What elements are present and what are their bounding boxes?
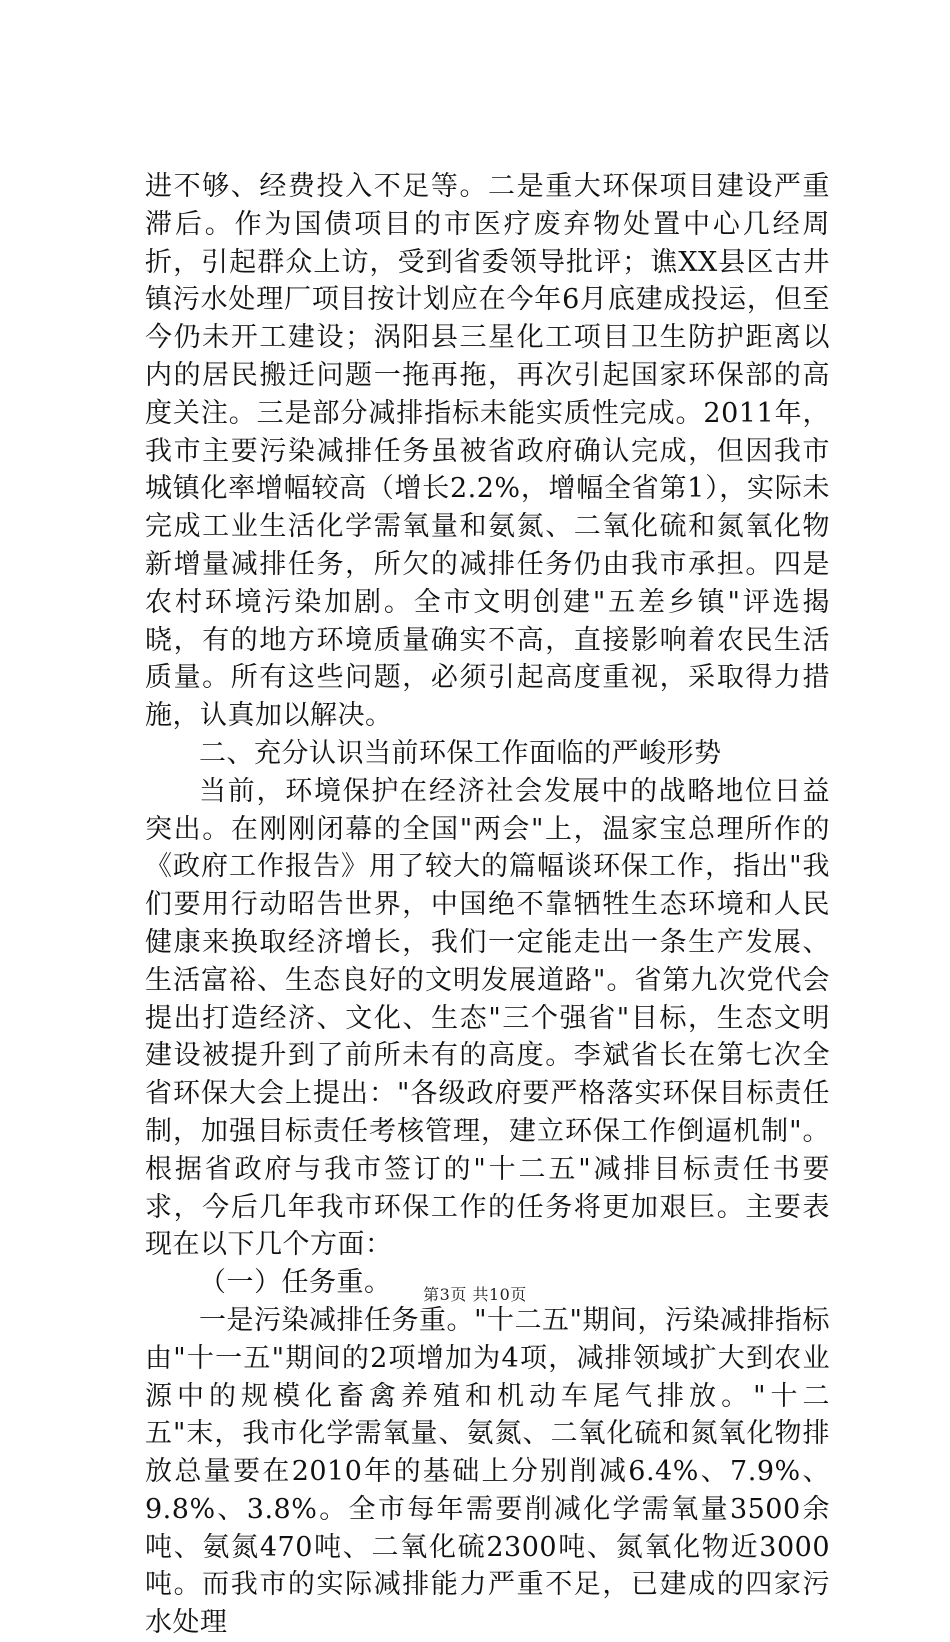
paragraph: 一是污染减排任务重。"十二五"期间，污染减排指标由"十一五"期间的2项增加为4项，减排领域扩大到农业源中的规模化畜禽养殖和机动车尾气排放。"十二五"末，我市化学需氧量、氨氮、二氧化硫和氮氧化物排放总量要在2010年的基础上分别削减6.4%、7.9%、9.8%、3.8%。全市每年需要削减化学需氧量3500余吨、氨氮470吨、二氧化硫2300吨、氮氧化物近3000吨。而我市的实际减排能力严重不足，已建成的四家污水处理 <box>145 1304 830 1639</box>
paragraph: 当前，环境保护在经济社会发展中的战略地位日益突出。在刚刚闭幕的全国"两会"上，温家宝总理所作的《政府工作报告》用了较大的篇幅谈环保工作，指出"我们要用行动昭告世界，中国绝不靠牺牲生态环境和人民健康来换取经济增长，我们一定能走出一条生产发展、生活富裕、生态良好的文明发展道路"。省第九次党代会提出打造经济、文化、生态"三个强省"目标，生态文明建设被提升到了前所未有的高度。李斌省长在第七次全省环保大会上提出："各级政府要严格落实环保目标责任制，加强目标责任考核管理，建立环保工作倒逼机制"。根据省政府与我市签订的"十二五"减排目标责任书要求，今后几年我市环保工作的任务将更加艰巨。主要表现在以下几个方面： <box>145 775 830 1261</box>
page-number-footer: 第3页 共10页 <box>423 1285 527 1304</box>
paragraph-continued: 进不够、经费投入不足等。二是重大环保项目建设严重滞后。作为国债项目的市医疗废弃物处置中心几经周折，引起群众上访，受到省委领导批评；谯XX县区古井镇污水处理厂项目按计划应在今年6月底建成投运，但至今仍未开工建设；涡阳县三星化工项目卫生防护距离以内的居民搬迁问题一拖再拖，再次引起国家环保部的高度关注。三是部分减排指标未能实质性完成。2011年，我市主要污染减排任务虽被省政府确认完成，但因我市城镇化率增幅较高（增长2.2%，增幅全省第1），实际未完成工业生活化学需氧量和氨氮、二氧化硫和氮氧化物新增量减排任务，所欠的减排任务仍由我市承担。四是农村环境污染加剧。全市文明创建"五差乡镇"评选揭晓，有的地方环境质量确实不高，直接影响着农民生活质量。所有这些问题，必须引起高度重视，采取得力措施，认真加以解决。 <box>145 171 830 732</box>
subsection-heading: （一）任务重。 <box>199 1267 392 1299</box>
document-body <box>145 168 830 1642</box>
section-heading: 二、充分认识当前环保工作面临的严峻形势 <box>199 737 722 769</box>
